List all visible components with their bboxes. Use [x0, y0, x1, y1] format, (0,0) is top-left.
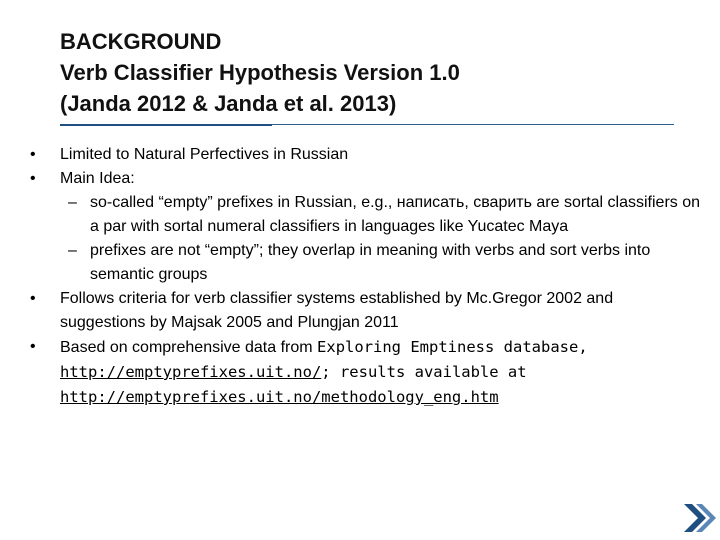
bullet-icon: • [30, 146, 36, 163]
methodology-link[interactable]: http://emptyprefixes.uit.no/methodology_eng.htm [60, 388, 499, 406]
bullet-item [30, 143, 690, 167]
dash-icon: – [68, 194, 77, 211]
russian-example-1: написать [396, 194, 465, 211]
bullet-text: Main Idea: [60, 170, 135, 187]
title-divider-accent [60, 124, 272, 126]
chevron-logo-icon [678, 498, 718, 538]
russian-example-2: сварить [473, 194, 532, 211]
title-line-2: Verb Classifier Hypothesis Version 1.0 [60, 60, 460, 85]
sub-bullet-text-cont: are sortal classifiers on a par with sortal numeral classifiers in languages like Yucatec Maya [90, 194, 701, 235]
bullet-text: Based on comprehensive data from [60, 339, 318, 356]
dash-icon: – [68, 242, 77, 259]
sub-bullet-text: prefixes are not “empty”; they overlap in meaning with verbs and sort verbs into semantic groups [90, 242, 651, 283]
bullet-item [30, 287, 690, 335]
bullet-text: Limited to Natural Perfectives in Russian [60, 146, 349, 163]
bullet-icon: • [30, 290, 36, 307]
bullet-icon: • [30, 170, 36, 187]
title-line-3: (Janda 2012 & Janda et al. 2013) [60, 91, 397, 116]
bullet-item [30, 335, 690, 410]
bullet-text: Follows criteria for verb classifier systems established by Mc.Gregor 2002 and suggestions by Majsak 2005 and Plungjan 2011 [60, 290, 614, 331]
bullet-item [30, 167, 690, 191]
bullet-icon: • [30, 338, 36, 355]
sub-bullet-item [30, 239, 690, 287]
database-name: Exploring Emptiness database, [317, 338, 588, 356]
slide-title [60, 26, 660, 119]
results-text: ; results available at [321, 363, 527, 381]
sub-bullet-text: so-called “empty” prefixes in Russian, e.g., [90, 194, 397, 211]
sub-bullet-item [30, 191, 701, 239]
title-line-1: BACKGROUND [60, 29, 222, 54]
slide-body [30, 143, 701, 410]
emptyprefixes-link[interactable]: http://emptyprefixes.uit.no/ [60, 363, 322, 381]
separator: , [464, 194, 474, 211]
